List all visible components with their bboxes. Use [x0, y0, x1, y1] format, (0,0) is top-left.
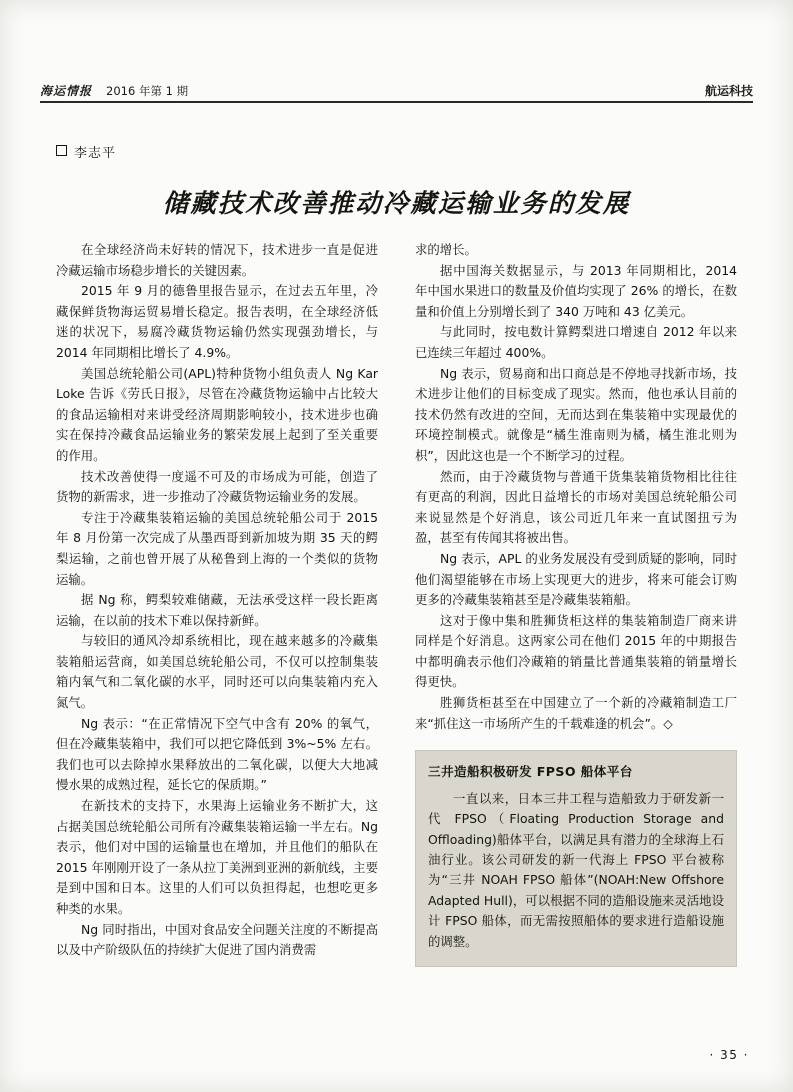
paragraph: 美国总统轮船公司(APL)特种货物小组负责人 Ng Kar Loke 告诉《劳氏日报》，尽管在冷藏货物运输中占比较大的食品运输相对来讲受经济周期影响较小，技术进步也确实在保持冷藏食品运输业务的繁荣发展上起到了至关重要的作用。 [56, 365, 378, 463]
paragraph: Ng 表示：“在正常情况下空气中含有 20% 的氧气，但在冷藏集装箱中，我们可以把它降低到 3%~5% 左右。我们也可以去除掉水果释放出的二氧化碳，以便大大地减慢水果的成熟过程，延长它的保质期。” [56, 715, 378, 793]
paragraph: Ng 表示，APL 的业务发展没有受到质疑的影响，同时他们渴望能够在市场上实现更大的进步，将来可能会订购更多的冷藏集装箱甚至是冷藏集装箱船。 [415, 550, 737, 608]
sidebar-callout [415, 750, 737, 967]
paragraph: 在新技术的支持下，水果海上运输业务不断扩大，这占据美国总统轮船公司所有冷藏集装箱运输一半左右。Ng 表示，他们对中国的运输量也在增加，并且他们的船队在 2015 年刚刚开设了一条从拉丁美洲到亚洲的新航线，主要是到中国和日本。这里的人们可以负担得起，也想吃更多种类的水果。 [56, 798, 378, 916]
paragraph: 据中国海关数据显示，与 2013 年同期相比，2014 年中国水果进口的数量及价值均实现了 26% 的增长，在数量和价值上分别增长到了 340 万吨和 43 亿美元。 [415, 262, 737, 319]
author-marker-icon [56, 145, 67, 156]
article-body [56, 240, 737, 1030]
paragraph: 这对于像中集和胜狮货柜这样的集装箱制造厂商来讲同样是个好消息。这两家公司在他们 2015 年的中期报告中都明确表示他们冷藏箱的销量比普通集装箱的销量增长得更快。 [415, 612, 737, 690]
sidebar-paragraph: 一直以来，日本三井工程与造船致力于研发新一代 FPSO（Floating Production Storage and Offloading)船体平台，以满足具有潜力的全球海上石油行业。该公司研发的新一代海上 FPSO 平台被称为“三井 NOAH FPSO 船体”(NOAH:New Offshore Adapted Hull)，可以根据不同的造船设施来灵活地设计 FPSO 船体，而无需按照船体的要求进行造船设施的调整。 [428, 790, 724, 949]
journal-name: 海运情报 [40, 84, 93, 98]
author-line [56, 142, 116, 161]
right-column [415, 240, 737, 1030]
section-label: 航运科技 [704, 84, 753, 98]
paragraph: Ng 同时指出，中国对食品安全问题关注度的不断提高以及中产阶级队伍的持续扩大促进了国内消费需 [56, 921, 378, 958]
paragraph: Ng 表示，贸易商和出口商总是不停地寻找新市场，技术进步让他们的目标变成了现实。然而，他也承认目前的技术仍然有改进的空间，无而达到在集装箱中实现最优的环境控制模式。就像是“橘生淮南则为橘，橘生淮北则为枳”，因此这也是一个不断学习的过程。 [415, 365, 737, 463]
paragraph: 求的增长。 [415, 242, 477, 257]
paragraph: 2015 年 9 月的德鲁里报告显示，在过去五年里，冷藏保鲜货物海运贸易增长稳定。报告表明，在全球经济低迷的状况下，易腐冷藏货物运输仍然实现强劲增长，与 2014 年同期相比增长了 4.9%。 [56, 283, 378, 360]
header-left-group [40, 82, 188, 99]
paragraph: 专注于冷藏集装箱运输的美国总统轮船公司于 2015 年 8 月份第一次完成了从墨西哥到新加坡为期 35 天的鳄梨运输，之前也曾开展了从秘鲁到上海的一个类似的货物运输。 [56, 509, 378, 587]
paragraph: 胜狮货柜甚至在中国建立了一个新的冷藏箱制造工厂来“抓住这一市场所产生的千载难逢的机会”。◇ [415, 695, 737, 731]
paragraph: 在全球经济尚未好转的情况下，技术进步一直是促进冷藏运输市场稳步增长的关键因素。 [56, 242, 378, 278]
paragraph: 技术改善使得一度遥不可及的市场成为可能，创造了货物的新需求，进一步推动了冷藏货物运输业务的发展。 [56, 468, 378, 505]
issue-label: 2016 年第 1 期 [106, 84, 189, 98]
paragraph: 与此同时，按电数计算鳄梨进口增速自 2012 年以来已连续三年超过 400%。 [415, 324, 737, 360]
page-header [40, 82, 753, 99]
paragraph: 然而，由于冷藏货物与普通干货集装箱货物相比往往有更高的利润，因此日益增长的市场对美国总统轮船公司来说显然是个好消息，该公司近几年来一直试图扭亏为盈，甚至有传闻其将被出售。 [415, 468, 737, 546]
paragraph: 据 Ng 称，鳄梨较难储藏，无法承受这样一段长距离运输，在以前的技术下难以保持新鲜。 [56, 592, 378, 628]
page-title: 储藏技术改善推动冷藏运输业务的发展 [162, 189, 631, 219]
left-column [56, 240, 378, 1030]
author-name: 李志平 [74, 146, 117, 161]
sidebar-title: 三井造船积极研发 FPSO 船体平台 [428, 764, 633, 780]
header-divider [40, 101, 753, 103]
paragraph: 与较旧的通风冷却系统相比，现在越来越多的冷藏集装箱船运营商，如美国总统轮船公司，不仅可以控制集装箱内氧气和二氧化碳的水平，同时还可以向集装箱内充入氮气。 [56, 633, 378, 711]
page-number: · 35 · [709, 1048, 749, 1062]
